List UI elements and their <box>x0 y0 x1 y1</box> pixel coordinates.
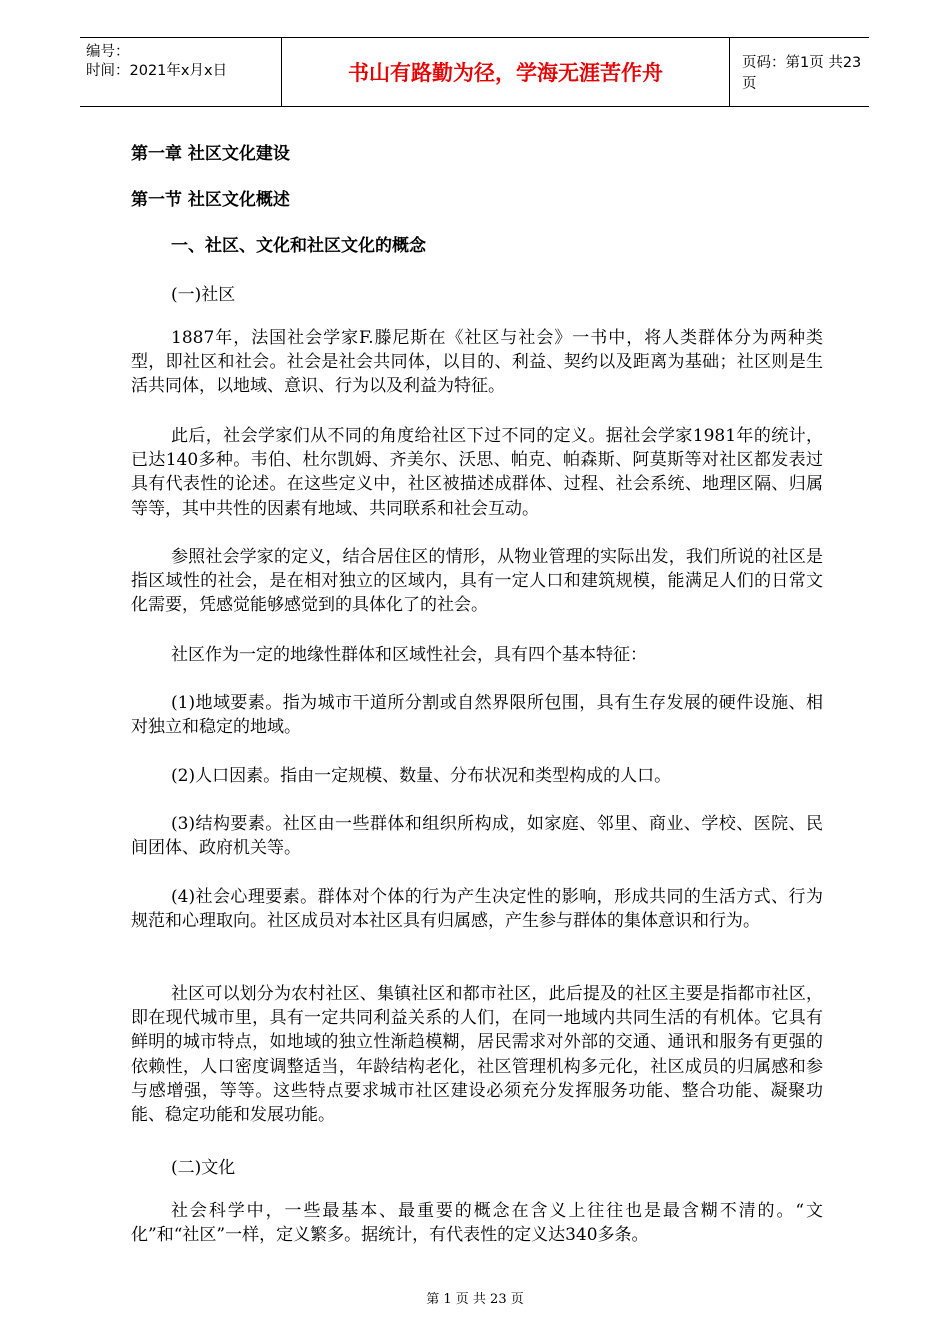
header-motto: 书山有路勤为径，学海无涯苦作舟 <box>281 38 730 106</box>
paragraph-8: (4)社会心理要素。群体对个体的行为产生决定性的影响，形成共同的生活方式、行为规范和心理取向。社区成员对本社区具有归属感，产生参与群体的集体意识和行为。 <box>131 887 823 932</box>
paragraph-6: (2)人口因素。指由一定规模、数量、分布状况和类型构成的人口。 <box>171 766 672 786</box>
header-meta <box>80 38 281 106</box>
paragraph-4: 社区作为一定的地缘性群体和区域性社会，具有四个基本特征： <box>171 645 647 665</box>
paragraph-9: 社区可以划分为农村社区、集镇社区和都市社区，此后提及的社区主要是指都市社区，即在现代城市里，具有一定共同利益关系的人们，在同一地域内共同生活的有机体。它具有鲜明的城市特点，如地域的独立性渐趋模糊，居民需求对外部的交通、通讯和服务有更强的依赖性，人口密度调整适当，年龄结构老化，社区管理机构多元化，社区成员的归属感和参与感增强，等等。这些特点要求城市社区建设必须充分发挥服务功能、整合功能、凝聚功能、稳定功能和发展功能。 <box>131 984 823 1126</box>
time-label: 时间：2021年x月x日 <box>86 63 228 79</box>
subsection-title: 一、社区、文化和社区文化的概念 <box>171 236 426 256</box>
subheading-culture: (二)文化 <box>171 1158 236 1178</box>
paragraph-2: 此后，社会学家们从不同的角度给社区下过不同的定义。据社会学家1981年的统计，已达140多种。韦伯、杜尔凯姆、齐美尔、沃思、帕克、帕森斯、阿莫斯等对社区都发表过具有代表性的论述。在这些定义中，社区被描述成群体、过程、社会系统、地理区隔、归属等等，其中共性的因素有地域、共同联系和社会互动。 <box>131 426 823 519</box>
paragraph-5: (1)地域要素。指为城市干道所分割或自然界限所包围，具有生存发展的硬件设施、相对独立和稳定的地域。 <box>131 693 823 738</box>
paragraph-10: 社会科学中，一些最基本、最重要的概念在含义上往往也是最含糊不清的。“文化”和“社区”一样，定义繁多。据统计，有代表性的定义达340多条。 <box>131 1201 823 1246</box>
paragraph-1: 1887年，法国社会学家F.滕尼斯在《社区与社会》一书中，将人类群体分为两种类型，即社区和社会。社会是社会共同体，以目的、利益、契约以及距离为基础；社区则是生活共同体，以地域、意识、行为以及利益为特征。 <box>131 328 823 397</box>
section-title: 第一节 社区文化概述 <box>131 190 290 210</box>
chapter-title: 第一章 社区文化建设 <box>131 144 290 164</box>
subheading-community: (一)社区 <box>171 285 236 305</box>
page-footer: 第 1 页 共 23 页 <box>426 1292 524 1307</box>
header-page-info: 页码：第1页 共23页 <box>742 55 862 92</box>
paragraph-3: 参照社会学家的定义，结合居住区的情形，从物业管理的实际出发，我们所说的社区是指区域性的社会，是在相对独立的区域内，具有一定人口和建筑规模，能满足人们的日常文化需要，凭感觉能够感觉到的具体化了的社会。 <box>131 547 823 616</box>
page-header <box>80 37 869 107</box>
paragraph-7: (3)结构要素。社区由一些群体和组织所构成，如家庭、邻里、商业、学校、医院、民间团体、政府机关等。 <box>131 814 823 859</box>
number-label: 编号： <box>86 44 130 60</box>
